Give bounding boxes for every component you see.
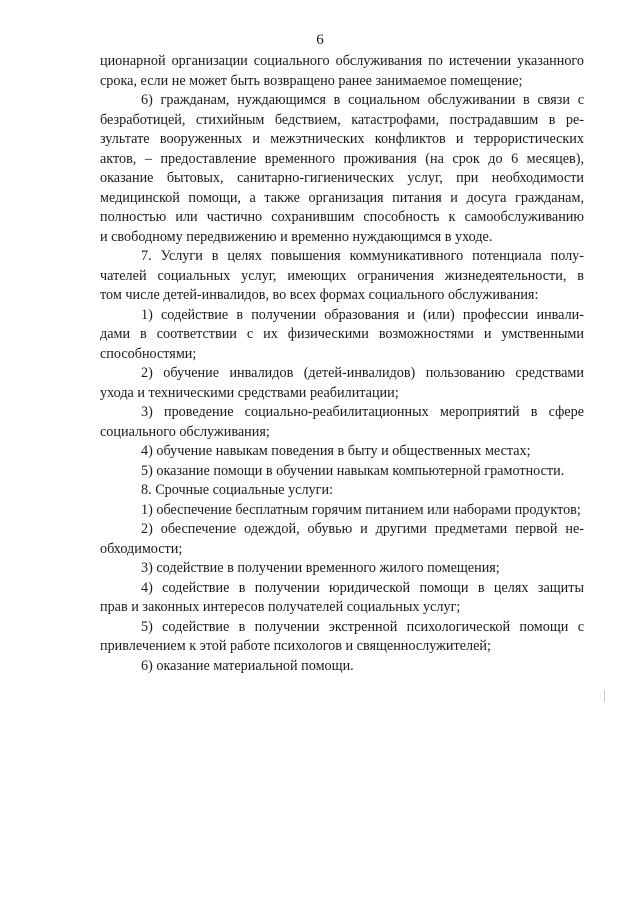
text-line: оказание бытовых, санитарно-гигиенических услуг, при необходимости — [100, 170, 584, 186]
text-line: 4) обучение навыкам поведения в быту и общественных местах; — [141, 443, 531, 459]
text-line: дами в соответствии с их физическими возможностями и умственными — [100, 326, 584, 342]
text-line: актов, – предоставление временного проживания (на срок до 6 месяцев), — [100, 150, 584, 167]
text-line: 6) гражданам, нуждающимся в социальном обслуживании в связи с — [141, 92, 584, 108]
text-line: зультате вооруженных и межэтнических конфликтов и террористических — [100, 131, 584, 147]
text-line: том числе детей-инвалидов, во всех формах социального обслуживания: — [100, 287, 539, 303]
page-number: 6 — [316, 32, 324, 48]
text-line: 1) содействие в получении образования и (или) профессии инвали- — [141, 306, 584, 323]
text-line: и свободному передвижению и временно нуждающимся в уходе. — [100, 228, 493, 245]
text-line: безработицей, стихийным бедствием, катастрофами, пострадавшим в ре- — [100, 111, 584, 128]
text-line: социального обслуживания; — [100, 423, 270, 440]
text-line: способностями; — [100, 345, 197, 362]
text-line: 1) обеспечение бесплатным горячим питанием или наборами продуктов; — [141, 501, 581, 518]
text-line: 7. Услуги в целях повышения коммуникативного потенциала полу- — [141, 248, 584, 264]
text-line: ухода и техническими средствами реабилитации; — [100, 384, 399, 401]
text-line: 5) оказание помощи в обучении навыкам компьютерной грамотности. — [141, 462, 565, 479]
text-line: 5) содействие в получении экстренной психологической помощи с — [141, 618, 584, 635]
text-line: полностью или частично сохранившим способность к самообслуживанию — [100, 209, 584, 225]
document-body — [100, 52, 584, 676]
text-line: срока, если не может быть возвращено ранее занимаемое помещение; — [100, 72, 523, 89]
text-line: 2) обучение инвалидов (детей-инвалидов) пользованию средствами — [141, 365, 584, 381]
text-line: прав и законных интересов получателей социальных услуг; — [100, 599, 461, 615]
text-line: 2) обеспечение одеждой, обувью и другими предметами первой не- — [141, 521, 584, 537]
text-line: 3) содействие в получении временного жилого помещения; — [141, 560, 500, 576]
scan-artifact-mark — [604, 690, 605, 702]
text-line: обходимости; — [100, 540, 183, 557]
text-line: ционарной организации социального обслуживания по истечении указанного — [100, 53, 584, 69]
text-line: привлечением к этой работе психологов и священнослужителей; — [100, 638, 491, 654]
text-line: 4) содействие в получении юридической помощи в целях защиты — [141, 579, 584, 596]
text-line: 3) проведение социально-реабилитационных мероприятий в сфере — [141, 404, 584, 420]
text-line: 6) оказание материальной помощи. — [141, 657, 354, 674]
text-line: медицинской помощи, а также организация питания и досуга гражданам, — [100, 189, 584, 206]
text-line: 8. Срочные социальные услуги: — [141, 482, 334, 498]
text-line: чателей социальных услуг, имеющих ограничения жизнедеятельности, в — [100, 267, 584, 284]
